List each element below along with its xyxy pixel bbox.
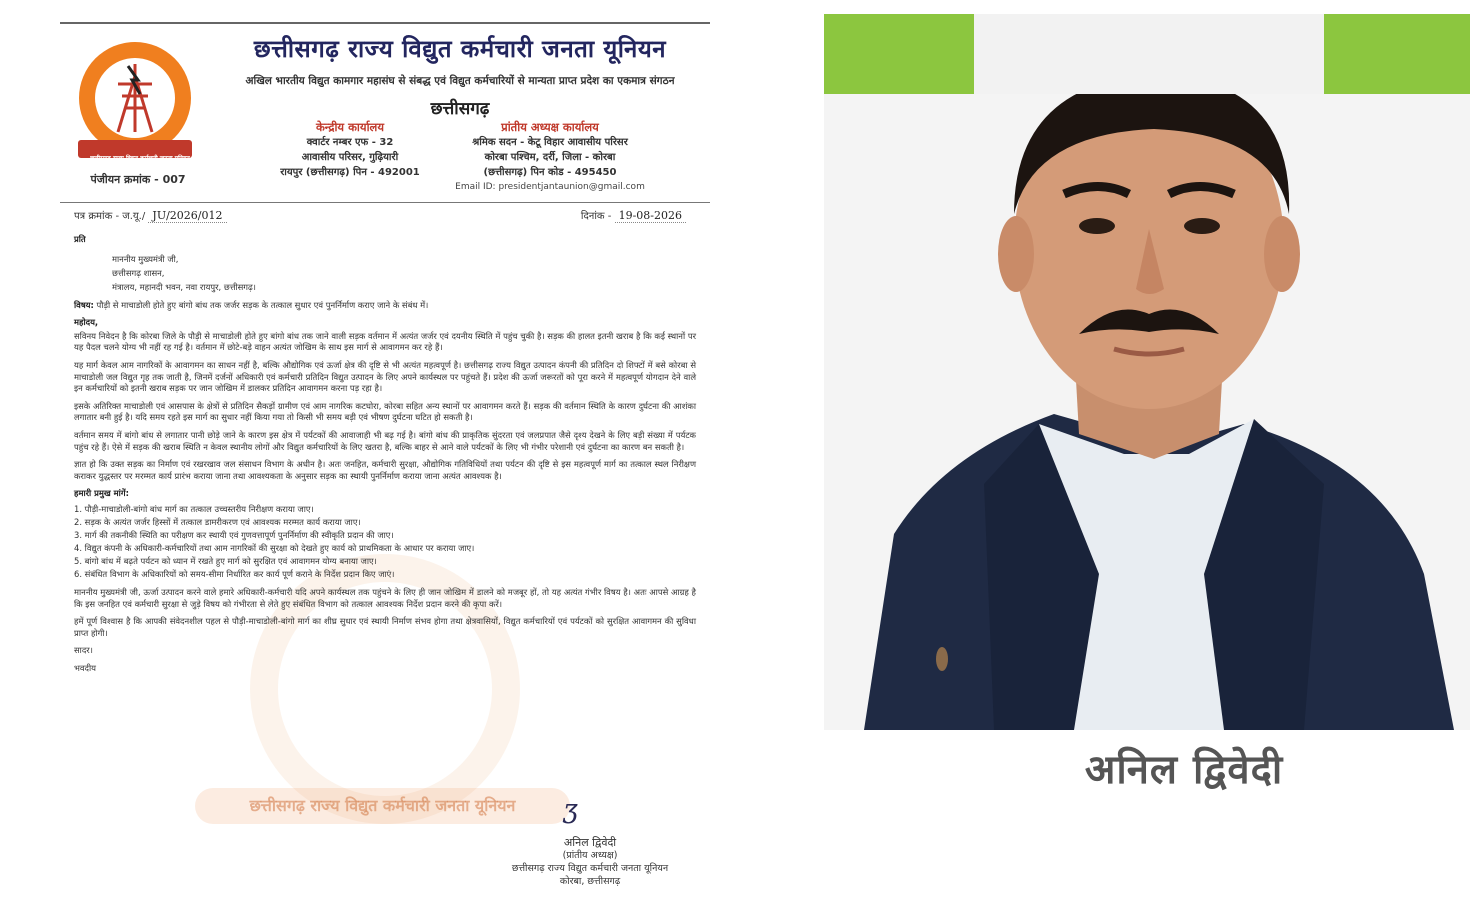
president-office-heading: प्रांतीय अध्यक्ष कार्यालय: [501, 120, 599, 134]
organization-state: छत्तीसगढ़: [430, 99, 490, 119]
portrait-photo: [824, 14, 1470, 730]
president-office-email: Email ID: presidentjantaunion@gmail.com: [455, 182, 645, 192]
demand-item: 2. सड़क के अत्यंत जर्जर हिस्सों में तत्काल डामरीकरण एवं आवश्यक मरम्मत कार्य कराया जाए।: [74, 516, 361, 527]
closing-yours: भवदीय: [74, 662, 97, 673]
date-label: दिनांक -: [580, 211, 612, 222]
organization-title: छत्तीसगढ़ राज्य विद्युत कर्मचारी जनता यूनियन: [253, 35, 667, 63]
recipient-line: मंत्रालय, महानदी भवन, नवा रायपुर, छत्तीसगढ़।: [112, 281, 256, 292]
president-office-line: कोरबा पश्चिम, दर्री, जिला - कोरबा: [484, 152, 616, 163]
demand-item: 1. पौड़ी-माचाडोली-बांगो बांध मार्ग का तत्काल उच्चस्तरीय निरीक्षण कराया जाए।: [74, 503, 314, 514]
demand-item: 3. मार्ग की तकनीकी स्थिति का परीक्षण कर स्थायी एवं गुणवत्तापूर्ण पुनर्निर्माण की स्वीकृति प्रदान की जाए।: [74, 529, 394, 540]
date-line: [581, 208, 686, 222]
demand-item: 6. संबंधित विभाग के अधिकारियों को समय-सीमा निर्धारित कर कार्य पूर्ण कराने के निर्देश प्रदान किए जाएं।: [74, 568, 395, 579]
central-office-line: रायपुर (छत्तीसगढ़) पिन - 492001: [280, 167, 420, 178]
signatory-block: [480, 836, 700, 888]
central-office-heading: केन्द्रीय कार्यालय: [315, 120, 385, 134]
person-name-caption: अनिल द्विवेदी: [1084, 747, 1284, 793]
logo-banner-text: छत्तीसगढ़ राज्य विद्युत कर्मचारी जनता यूनियन: [90, 155, 190, 162]
salutation: महोदय,: [74, 317, 99, 328]
to-label: प्रति: [74, 234, 86, 244]
paragraph-2: यह मार्ग केवल आम नागरिकों के आवागमन का साधन नहीं है, बल्कि औद्योगिक एवं ऊर्जा क्षेत्र की दृष्टि से भी अत्यंत महत्वपूर्ण है। छत्तीसगढ़ राज्य विद्युत उत्पादन कंपनी की प्रतिदिन दो शिफ्टों में बसे कोरबा से माचाडोली जल विद्युत गृह तक जाती है, जिनमें दर्जनों अधिकारी एवं कर्मचारी प्रतिदिन विद्युत उत्पादन के लिए अपने कार्यस्थल पर पहुंचते हैं। प्रदेश की ऊर्जा जरूरतों को पूरा करने में महत्वपूर्ण योगदान देने वाले इन कर्मचारियों को इतनी खराब सड़क पर जान जोखिम में डालकर प्रतिदिन आवागमन करना पड़ रहा है।: [74, 359, 696, 394]
demand-item: 5. बांगो बांध में बढ़ते पर्यटन को ध्यान में रखते हुए मार्ग को सुरक्षित एवं आवागमन योग्य बनाया जाए।: [74, 555, 377, 566]
name-banner: [824, 14, 1470, 94]
paragraph-1: सविनय निवेदन है कि कोरबा जिले के पौड़ी से माचाडोली होते हुए बांगो बांध तक जाने वाली सड़क वर्तमान में अत्यंत जर्जर एवं दयनीय स्थिति में पहुंच चुकी है। सड़क की हालत इतनी खराब है कि कई स्थानों पर यह पैदल चलने योग्य भी नहीं रह गई है। वर्तमान में छोटे-बड़े वाहन अत्यंत जोखिम के साथ इस मार्ग से आवागमन कर रहे हैं।: [74, 330, 696, 353]
subject-text: पौड़ी से माचाडोली होते हुए बांगो बांध तक जर्जर सड़क के तत्काल सुधार एवं पुनर्निर्माण कराए जाने के संबंध में।: [96, 299, 429, 310]
paragraph-3: इसके अतिरिक्त माचाडोली एवं आसपास के क्षेत्रों से प्रतिदिन सैकड़ों ग्रामीण एवं आम नागरिक कटघोरा, कोरबा सहित अन्य स्थानों पर आवागमन करते हैं। सड़क की वर्तमान स्थिति के कारण दुर्घटना की आशंका लगातार बनी हुई है। यदि समय रहते इस मार्ग का सुधार नहीं किया गया तो किसी भी समय बड़ी एवं भीषण दुर्घटना घटित हो सकती है।: [74, 400, 696, 423]
recipient-line: छत्तीसगढ़ शासन,: [112, 267, 165, 278]
reference-label: पत्र क्रमांक - ज.यू./: [74, 211, 146, 222]
registration-number: पंजीयन क्रमांक - 007: [90, 173, 186, 186]
recipient-block: [112, 252, 696, 294]
president-office-line: (छत्तीसगढ़) पिन कोड - 495450: [483, 167, 617, 178]
paragraph-4: वर्तमान समय में बांगो बांध से लगातार पानी छोड़े जाने के कारण इस क्षेत्र में पर्यटकों की आवाजाही भी बढ़ गई है। बांगो बांध की प्राकृतिक सुंदरता एवं जलप्रपात जैसे दृश्य देखने के लिए बड़ी संख्या में पर्यटक पहुंच रहे हैं। ऐसे में सड़क की खराब स्थिति न केवल स्थानीय लोगों और विद्युत कर्मचारियों के लिए खतरा है, बल्कि बाहर से आने वाले पर्यटकों के लिए भी गंभीर परेशानी एवं दुर्घटना का कारण बन सकती है।: [74, 429, 696, 452]
president-office-line: श्रमिक सदन - केटू विहार आवासीय परिसर: [472, 137, 628, 148]
signatory-org: छत्तीसगढ़ राज्य विद्युत कर्मचारी जनता यूनियन: [511, 863, 669, 874]
union-logo: [70, 36, 200, 166]
letter-document: [60, 14, 710, 894]
central-office-line: आवासीय परिसर, गुढ़ियारी: [301, 152, 399, 163]
portrait-panel: [824, 14, 1470, 810]
demands-heading: हमारी प्रमुख मांगें:: [74, 488, 129, 499]
closing-regards: सादर।: [74, 645, 93, 656]
signatory-place: कोरबा, छत्तीसगढ़: [559, 876, 621, 887]
subject-line: [74, 300, 696, 312]
paragraph-7: हमें पूर्ण विश्वास है कि आपकी संवेदनशील पहल से पौड़ी-माचाडोली-बांगो मार्ग का शीघ्र सुधार एवं स्थायी निर्माण संभव होगा तथा क्षेत्रवासियों, विद्युत कर्मचारियों एवं पर्यटकों को सुरक्षित आवागमन की सुविधा प्राप्त होगी।: [74, 616, 696, 638]
reference-number: JU/2026/012: [148, 209, 226, 223]
central-office-block: [270, 120, 430, 180]
reference-line: [74, 208, 227, 222]
date-value: 19-08-2026: [615, 209, 686, 223]
letterhead-top-rule: [60, 22, 710, 24]
recipient-line: माननीय मुख्यमंत्री जी,: [112, 253, 179, 264]
demand-item: 4. विद्युत कंपनी के अधिकारी-कर्मचारियों तथा आम नागरिकों की सुरक्षा को देखते हुए कार्य को प्राथमिकता के आधार पर कराया जाए।: [74, 542, 475, 553]
demands-list: [74, 503, 696, 581]
signatory-designation: (प्रांतीय अध्यक्ष): [562, 850, 618, 861]
watermark-org-name: छत्तीसगढ़ राज्य विद्युत कर्मचारी जनता यूनियन: [195, 788, 570, 824]
paragraph-5: ज्ञात हो कि उक्त सड़क का निर्माण एवं रखरखाव जल संसाधन विभाग के अधीन है। अतः जनहित, कर्मचारी सुरक्षा, औद्योगिक गतिविधियों तथा पर्यटन की दृष्टि से इस महत्वपूर्ण मार्ग का तत्काल स्थल निरीक्षण कराकर युद्धस्तर पर मरम्मत कार्य प्रारंभ कराया जाना तथा आवश्यकता के अनुसार सड़क का स्थायी पुनर्निर्माण कराया जाना अत्यंत आवश्यक है।: [74, 459, 696, 481]
letterhead-bottom-rule: [60, 202, 710, 203]
president-office-block: [445, 120, 655, 195]
signatory-name: अनिल द्विवेदी: [563, 836, 617, 849]
paragraph-6: माननीय मुख्यमंत्री जी, ऊर्जा उत्पादन करने वाले हमारे अधिकारी-कर्मचारी यदि अपने कार्यस्थल तक पहुंचने के लिए ही जान जोखिम में डालने को मजबूर हों, तो यह अत्यंत गंभीर विषय है। अतः आपसे आग्रह है कि इस जनहित एवं कर्मचारी सुरक्षा से जुड़े विषय को गंभीरता से लेते हुए संबंधित विभाग को तत्काल आवश्यक निर्देश प्रदान करने की कृपा करें।: [74, 586, 696, 609]
organization-subtitle: अखिल भारतीय विद्युत कामगार महासंघ से संबद्ध एवं विद्युत कर्मचारियों से मान्यता प्राप्त प्रदेश का एकमात्र संगठन: [245, 75, 675, 87]
subject-label: विषय:: [74, 299, 94, 310]
signature: Ʒ: [563, 800, 578, 830]
letter-body: [74, 234, 696, 680]
central-office-line: क्वार्टर नम्बर एफ - 32: [306, 137, 394, 148]
